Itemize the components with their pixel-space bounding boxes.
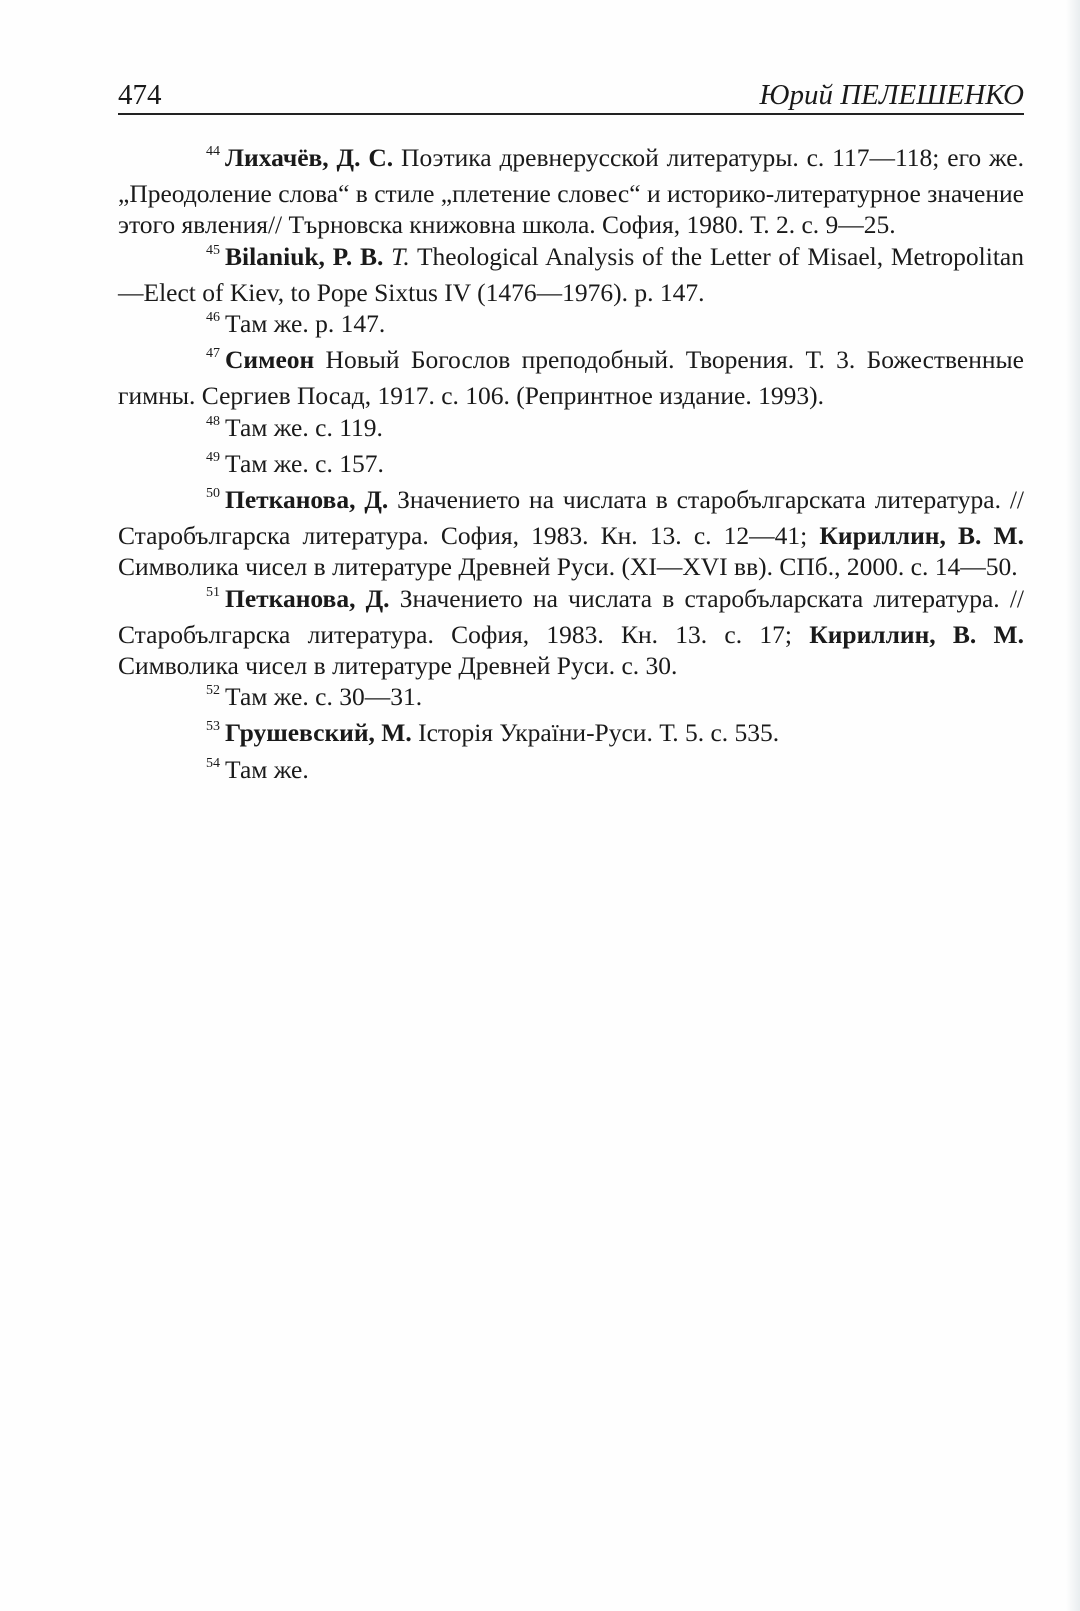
footnote-number: 48	[206, 413, 220, 429]
footnote-author-second: Кириллин, В. М.	[809, 619, 1024, 649]
footnote-number: 49	[206, 449, 220, 465]
footnote-46	[118, 308, 1024, 344]
footnote-52	[118, 681, 1024, 717]
footnote-author: Лихачёв, Д. С.	[225, 143, 394, 172]
footnote-text-second: Символика чисел в литературе Древней Руси. (XI—XVI вв). СПб., 2000. с. 14—50.	[118, 552, 1018, 582]
footnote-author-second: Кириллин, В. М.	[819, 521, 1024, 551]
footnote-number: 45	[206, 242, 220, 258]
footnote-47	[118, 344, 1024, 411]
footnote-author-initial: T.	[391, 241, 410, 271]
footnote-text: Там же.	[225, 754, 309, 784]
footnote-number: 53	[206, 719, 220, 735]
footnote-text-second: Символика чисел в литературе Древней Руси. с. 30.	[118, 651, 678, 681]
header-rule	[118, 113, 1024, 115]
footnote-text: Значението на числата в старобългарската литература. // Старобългарска литература. София, 1983. Кн. 13. с. 12—41;	[118, 485, 1024, 551]
footnote-text: Там же. с. 157.	[225, 448, 384, 478]
footnote-number: 47	[206, 346, 220, 362]
footnote-text: Theological Analysis of the Letter of Misael, Metropolitan—Elect of Kiev, to Pope Sixtus IV (1476—1976). p. 147.	[118, 241, 1024, 307]
footnote-text: Там же. с. 30—31.	[225, 682, 423, 712]
footnote-number: 50	[206, 486, 220, 502]
footnote-number: 54	[206, 755, 220, 771]
page-header	[118, 74, 1024, 114]
footnote-author: Bilaniuk, P. B.	[225, 241, 384, 271]
page-number: 474	[118, 79, 162, 111]
footnote-text: Поэтика древнерусской литературы. с. 117—118; его же. „Преодоление слова“ в стиле „плетение словес“ и историко-литературное значение этого явления// Търновска книжовна школа. София, 1980. Т. 2. с. 9—25.	[118, 143, 1024, 240]
footnote-author: Грушевский, М.	[225, 718, 412, 748]
footnotes	[118, 142, 1024, 790]
footnote-text: Там же. р. 147.	[225, 309, 386, 339]
footnote-author: Петканова, Д.	[225, 485, 389, 515]
footnote-54	[118, 754, 1024, 790]
running-head: Юрий ПЕЛЕШЕНКО	[759, 79, 1024, 111]
footnote-number: 51	[206, 584, 220, 600]
footnote-48	[118, 412, 1024, 448]
footnote-text: Значението на числата в старобъларската литература. //Старобългарска литература. София, 1983. Кн. 13. с. 17;	[118, 583, 1024, 649]
footnote-number: 46	[206, 310, 220, 326]
footnote-number: 44	[206, 144, 220, 159]
scan-edge-shadow	[1066, 0, 1080, 1611]
footnote-text: Там же. с. 119.	[225, 412, 383, 442]
footnote-53	[118, 717, 1024, 753]
footnote-text: Новый Богослов преподобный. Творения. Т. 3. Божественные гимны. Сергиев Посад, 1917. с. 106. (Репринтное издание. 1993).	[118, 345, 1024, 411]
footnote-text: Історія України-Руси. Т. 5. с. 535.	[411, 718, 780, 748]
footnote-author: Петканова, Д.	[225, 583, 390, 613]
footnote-51	[118, 583, 1024, 682]
footnote-number: 52	[206, 683, 220, 699]
footnote-44	[118, 142, 1024, 241]
footnote-author: Симеон	[225, 345, 315, 375]
footnote-45	[118, 241, 1024, 308]
footnote-49	[118, 448, 1024, 484]
footnote-50	[118, 484, 1024, 583]
